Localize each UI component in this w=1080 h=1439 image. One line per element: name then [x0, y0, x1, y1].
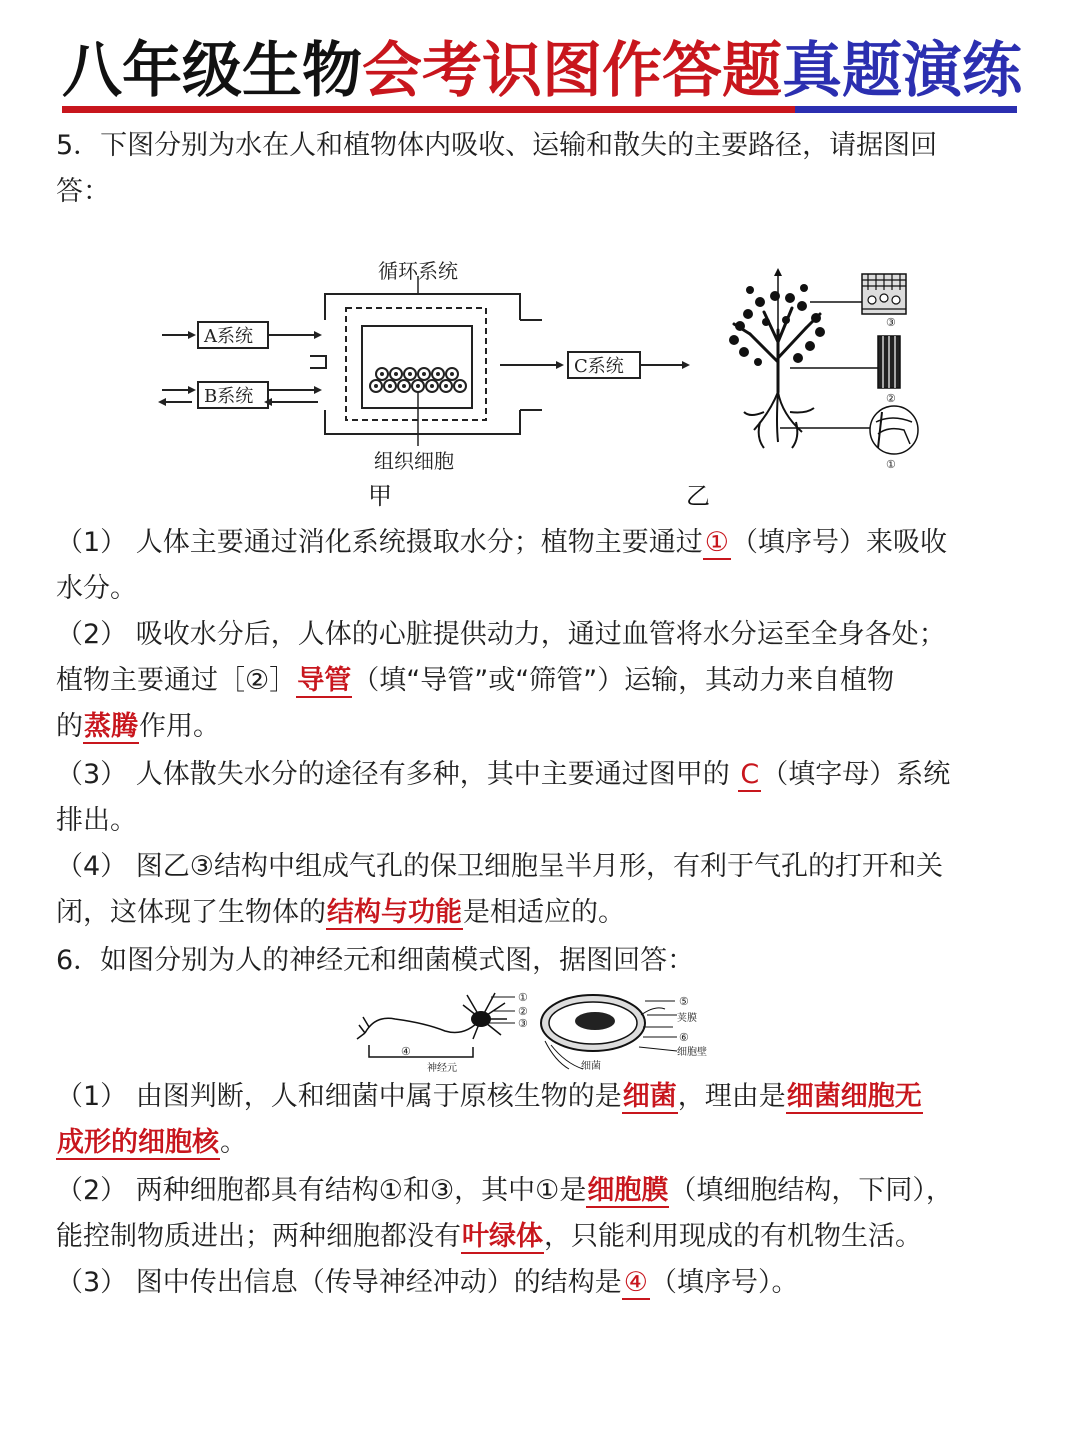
answer-q6-2-membrane: 细胞膜: [587, 1175, 669, 1206]
q5-p1-text-b: （填序号）来吸收: [730, 527, 947, 558]
label-bacteria: 细菌: [581, 1061, 601, 1072]
q6-p2-text-d: ，只能利用现成的有机物生活。: [544, 1221, 922, 1252]
q5-p4-line1: （4） 图乙③结构中组成气孔的保卫细胞呈半月形，有利于气孔的打开和关: [56, 851, 943, 882]
caption-yi: 乙: [686, 482, 710, 510]
q6-mark-4: ④: [401, 1045, 411, 1058]
q5-p2-text-b: （填“导管”或“筛管”）运输，其动力来自植物: [352, 665, 895, 696]
q6-p2-text-b: （填细胞结构，下同），: [669, 1175, 953, 1206]
answer-q5-2-transpiration: 蒸腾: [84, 711, 138, 742]
q5-p1-line1: [56, 525, 1036, 561]
mark-2: ②: [886, 392, 896, 405]
q6-p1-text-c: 。: [220, 1127, 247, 1158]
answer-q6-3: ④: [623, 1267, 648, 1298]
page-title: [62, 30, 1022, 112]
title-part-grade: 八年级生物: [62, 36, 362, 106]
title-underline-red: [62, 106, 797, 113]
q5-p3-text-a: （3） 人体散失水分的途径有多种，其中主要通过图甲的: [56, 759, 730, 790]
q5-p1-line2: 水分。: [56, 573, 137, 604]
q6-p1-line1: [56, 1079, 1036, 1115]
label-neuron: 神经元: [427, 1063, 457, 1074]
q6-p1-line2: [56, 1125, 1036, 1161]
q5-p4-text-a: 闭，这体现了生物体的: [56, 897, 326, 928]
q5-p2-text-a: 植物主要通过［②］: [56, 665, 297, 696]
answer-q5-3: C: [740, 759, 760, 790]
answer-q6-1-reason-b: 成形的细胞核: [57, 1127, 219, 1158]
q5-p4-line2: [56, 895, 1036, 931]
q6-mark-6: ⑥: [679, 1031, 689, 1044]
answer-q6-1-reason-a: 细菌细胞无: [786, 1081, 922, 1112]
q5-p2-line1: （2） 吸收水分后，人体的心脏提供动力，通过血管将水分运至全身各处；: [56, 619, 946, 650]
q5-p2-text-d: 作用。: [139, 711, 220, 742]
answer-q5-2-vessel: 导管: [297, 665, 352, 696]
title-underline-blue: [795, 106, 1017, 113]
q6-p3-line1: [56, 1265, 1036, 1301]
q6-p2-line2: [56, 1219, 1036, 1255]
q5-stem-line2: 答：: [56, 176, 110, 207]
answer-q6-1-bacteria: 细菌: [622, 1081, 677, 1112]
q5-p2-line2: [56, 663, 1036, 699]
q6-p1-text-a: （1） 由图判断，人和细菌中属于原核生物的是: [56, 1081, 622, 1112]
q6-mark-2: ②: [518, 1005, 528, 1018]
q6-stem: 6．如图分别为人的神经元和细菌模式图，据图回答：: [56, 945, 695, 976]
label-system-a: A系统: [204, 326, 253, 347]
label-tissue-cells: 组织细胞: [374, 449, 454, 473]
figure-neuron-bacteria: [355, 985, 735, 1075]
answer-q6-2-chloroplast: 叶绿体: [462, 1221, 543, 1252]
figure-yi: [686, 262, 940, 512]
mark-1: ①: [886, 458, 896, 471]
q6-p3-text-b: （填序号）。: [649, 1267, 799, 1298]
q6-p3-text-a: （3） 图中传出信息（传导神经冲动）的结构是: [56, 1267, 622, 1298]
q5-p3-text-b: （填字母）系统: [761, 759, 951, 790]
q6-p1-text-b: ，理由是: [677, 1081, 786, 1112]
label-system-c: C系统: [574, 356, 624, 377]
q5-p1-text: （1） 人体主要通过消化系统摄取水分；植物主要通过: [56, 527, 703, 558]
mark-3: ③: [886, 316, 896, 329]
q6-p2-text-c: 能控制物质进出；两种细胞都没有: [56, 1221, 461, 1252]
label-system-b: B系统: [204, 386, 254, 407]
answer-q5-1: ①: [704, 527, 729, 558]
q6-p2-line1: [56, 1173, 1036, 1209]
q6-mark-1: ①: [518, 991, 528, 1004]
title-part-topic: 会考识图作答题: [362, 36, 782, 106]
q6-mark-3: ③: [518, 1017, 528, 1030]
q5-p3-line2: 排出。: [56, 805, 137, 836]
q6-mark-5: ⑤: [679, 995, 689, 1008]
q5-p4-text-b: 是相适应的。: [463, 897, 625, 928]
q5-stem-line1: 5．下图分别为水在人和植物体内吸收、运输和散失的主要路径，请据图回: [56, 130, 938, 161]
q5-p2-line3: [56, 709, 1036, 745]
label-cell-wall: 细胞壁: [677, 1047, 707, 1058]
title-part-practice: 真题演练: [782, 36, 1022, 106]
label-capsule: 荚膜: [677, 1013, 697, 1024]
q5-p2-text-c: 的: [56, 711, 83, 742]
q6-p2-text-a: （2） 两种细胞都具有结构①和③，其中①是: [56, 1175, 587, 1206]
figure-jia: [150, 250, 710, 510]
caption-jia: 甲: [368, 482, 392, 510]
q5-p3-line1: [56, 757, 1036, 793]
answer-q5-4: 结构与功能: [327, 897, 462, 928]
label-circulatory-system: 循环系统: [378, 259, 458, 283]
